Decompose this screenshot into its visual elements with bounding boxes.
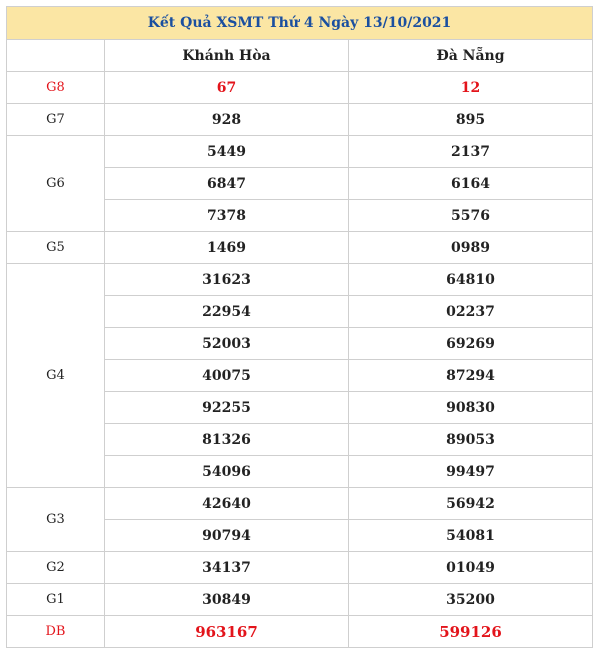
prize-label-g2: G2	[7, 552, 105, 584]
column-header-row	[7, 40, 593, 72]
result-g6-da-nang: 5576	[349, 200, 593, 232]
result-g3-khanh-hoa: 42640	[105, 488, 349, 520]
results-container	[6, 6, 593, 648]
result-db-khanh-hoa: 963167	[105, 616, 349, 648]
result-g8-khanh-hoa: 67	[105, 72, 349, 104]
column-header-khanh-hoa: Khánh Hòa	[105, 40, 349, 72]
result-g4-khanh-hoa: 31623	[105, 264, 349, 296]
result-g7-da-nang: 895	[349, 104, 593, 136]
result-g4-khanh-hoa: 40075	[105, 360, 349, 392]
result-g4-da-nang: 99497	[349, 456, 593, 488]
column-header-da-nang: Đà Nẵng	[349, 40, 593, 72]
result-g5-da-nang: 0989	[349, 232, 593, 264]
result-g4-da-nang: 87294	[349, 360, 593, 392]
prize-label-g3: G3	[7, 488, 105, 552]
table-row	[7, 552, 593, 584]
result-g4-da-nang: 89053	[349, 424, 593, 456]
result-g8-da-nang: 12	[349, 72, 593, 104]
prize-label-g4: G4	[7, 264, 105, 488]
result-g2-da-nang: 01049	[349, 552, 593, 584]
result-g4-khanh-hoa: 52003	[105, 328, 349, 360]
result-g6-khanh-hoa: 5449	[105, 136, 349, 168]
result-g4-khanh-hoa: 22954	[105, 296, 349, 328]
result-g4-da-nang: 90830	[349, 392, 593, 424]
result-g6-khanh-hoa: 7378	[105, 200, 349, 232]
result-g1-khanh-hoa: 30849	[105, 584, 349, 616]
result-g3-da-nang: 56942	[349, 488, 593, 520]
result-g4-da-nang: 02237	[349, 296, 593, 328]
result-g1-da-nang: 35200	[349, 584, 593, 616]
prize-label-g5: G5	[7, 232, 105, 264]
prize-label-g1: G1	[7, 584, 105, 616]
result-g6-da-nang: 2137	[349, 136, 593, 168]
table-title: Kết Quả XSMT Thứ 4 Ngày 13/10/2021	[7, 7, 593, 40]
result-g2-khanh-hoa: 34137	[105, 552, 349, 584]
table-row	[7, 72, 593, 104]
result-g3-da-nang: 54081	[349, 520, 593, 552]
table-row	[7, 104, 593, 136]
result-g5-khanh-hoa: 1469	[105, 232, 349, 264]
result-g4-khanh-hoa: 92255	[105, 392, 349, 424]
result-g7-khanh-hoa: 928	[105, 104, 349, 136]
result-db-da-nang: 599126	[349, 616, 593, 648]
result-g4-da-nang: 64810	[349, 264, 593, 296]
table-row	[7, 616, 593, 648]
prize-label-db: DB	[7, 616, 105, 648]
lottery-results-table	[6, 6, 593, 648]
table-row	[7, 584, 593, 616]
result-g4-khanh-hoa: 54096	[105, 456, 349, 488]
result-g4-khanh-hoa: 81326	[105, 424, 349, 456]
table-row	[7, 264, 593, 296]
table-row	[7, 232, 593, 264]
prize-label-g6: G6	[7, 136, 105, 232]
title-row	[7, 7, 593, 40]
prize-label-g8: G8	[7, 72, 105, 104]
result-g6-khanh-hoa: 6847	[105, 168, 349, 200]
result-g4-da-nang: 69269	[349, 328, 593, 360]
table-row	[7, 136, 593, 168]
table-row	[7, 488, 593, 520]
header-blank	[7, 40, 105, 72]
result-g3-khanh-hoa: 90794	[105, 520, 349, 552]
prize-label-g7: G7	[7, 104, 105, 136]
result-g6-da-nang: 6164	[349, 168, 593, 200]
